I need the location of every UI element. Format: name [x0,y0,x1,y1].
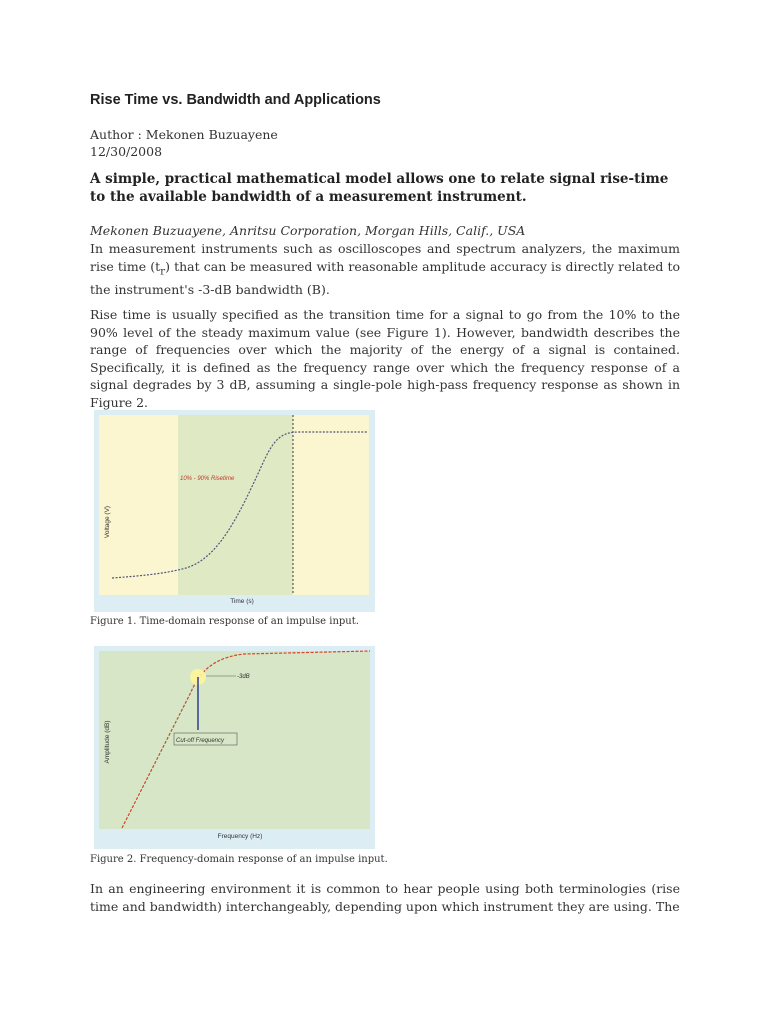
figure-1-band-left [99,415,178,595]
figure-2-cutoff-label: Cut-off Frequency [176,738,225,744]
figure-1-band-risetime [178,415,293,595]
lead-paragraph: A simple, practical mathematical model allows one to relate signal rise-time to the available bandwidth of a measurement instrument. [90,171,669,205]
figure-2-plot-area [99,651,370,829]
paragraph-1 [90,240,680,298]
rise-time-subscript: r [160,265,166,277]
figure-1-caption: Figure 1. Time-domain response of an impulse input. [90,616,359,627]
figure-2-y-axis-label: Amplitude (dB) [104,720,111,764]
figure-1-y-axis-label: Voltage (V) [104,505,111,539]
paragraph-2: Rise time is usually specified as the transition time for a signal to go from the 10% to the 90% level of the steady maximum value (see Figure 1). However, bandwidth describes the range of frequencies over which the majority of the energy of a signal is contained. Specifically, it is defined as the frequency range over which the frequency response of a signal degrades by 3 dB, assuming a single-pole high-pass frequency response as shown in Figure 2. [90,307,680,410]
figure-2-caption: Figure 2. Frequency-domain response of an impulse input. [90,854,388,865]
article-meta [90,126,278,160]
figure-2-3db-label: -3dB [237,674,250,680]
figure-1-band-right [293,415,369,595]
author-line: Author : Mekonen Buzuayene [90,127,278,142]
rise-time-symbol: t [155,258,161,274]
article-title: Rise Time vs. Bandwidth and Applications [90,92,381,108]
figure-1-x-axis-label: Time (s) [230,598,254,605]
paragraph-3: In an engineering environment it is common to hear people using both terminologies (rise time and bandwidth) interchangeably, depending upon which instrument they are using. The [90,881,680,914]
paragraph-1-text-a: In measurement instruments such as oscilloscopes and spectrum analyzers, the maximum rise time ( [90,241,680,274]
figure-1-risetime-label: 10% - 90% Risetime [180,476,235,482]
figure-2-x-axis-label: Frequency (Hz) [217,833,263,840]
publish-date: 12/30/2008 [90,144,163,159]
byline: Mekonen Buzuayene, Anritsu Corporation, Morgan Hills, Calif., USA [90,223,526,238]
paragraph-1-text-b: ) that can be measured with reasonable amplitude accuracy is directly related to the instrument's -3-dB bandwidth (B). [90,258,680,297]
figure-2-frequency-domain [94,646,375,849]
figure-1-time-domain [94,410,375,612]
